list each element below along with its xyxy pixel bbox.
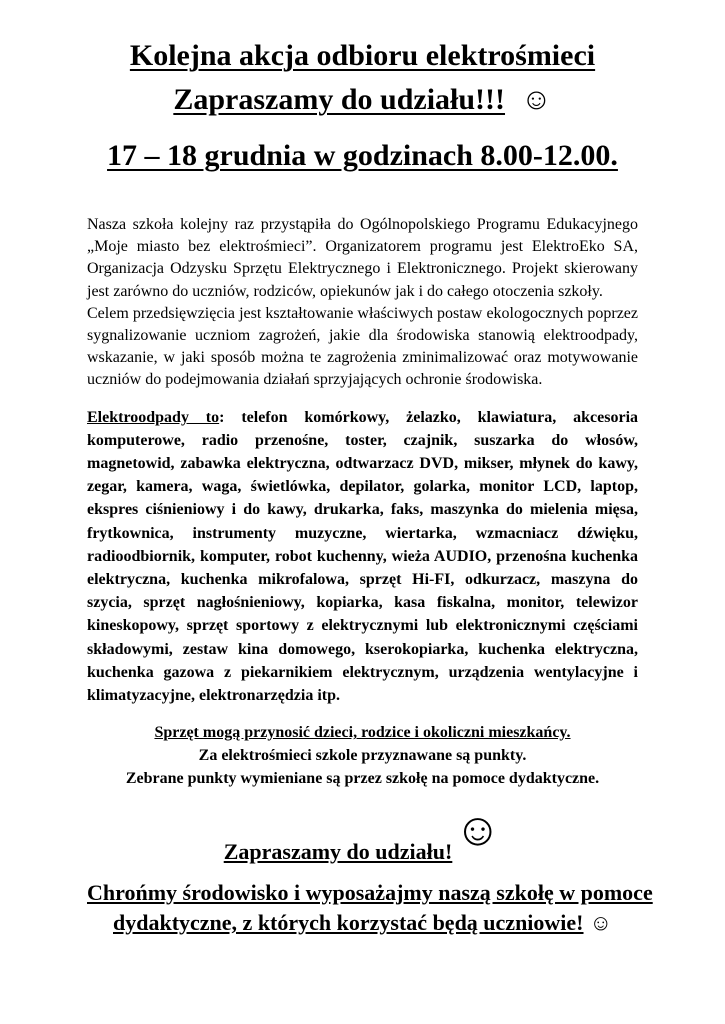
- small-smiley-icon: ☺: [589, 910, 612, 936]
- big-smiley-icon: ☺: [454, 804, 502, 856]
- intro-section: [87, 214, 638, 392]
- title-text-2: Zapraszamy do udziału!!!: [173, 83, 506, 116]
- closing-invite: [87, 804, 638, 876]
- closing-line-3: [87, 908, 638, 938]
- closing-line-2: Chrońmy środowisko i wyposażajmy naszą szkołę w pomoce: [87, 880, 653, 906]
- notes-section: [87, 721, 638, 790]
- waste-list-lead: Elektroodpady to: [87, 408, 220, 426]
- closing-line-3-text: dydaktyczne, z których korzystać będą uczniowie!: [113, 910, 584, 936]
- title-line-1: [87, 34, 638, 78]
- waste-list-items: : telefon komórkowy, żelazko, klawiatura, akcesoria komputerowe, radio przenośne, toster, czajnik, suszarka do włosów, magnetowid, zabawka elektryczna, odtwarzacz DVD, mikser, młynek do kawy, zegar, kamera, waga, świetlówka, depilator, golarka, monitor LCD, laptop, ekspres ciśnieniowy i do kawy, drukarka, faks, maszynka do mielenia mięsa, frytkownica, instrumenty muzyczne, wiertarka, wzmacniacz dźwięku, radioodbiornik, komputer, robot kuchenny, wieża AUDIO, przenośna kuchenka elektryczna, kuchenka mikrofalowa, sprzęt Hi-FI, odkurzacz, maszyna do szycia, sprzęt nagłośnieniowy, kopiarka, kasa fiskalna, monitor, telewizor kineskopowy, sprzęt sportowy z elektrycznymi lub elektronicznymi częściami składowymi, zestaw kina domowego, kserokopiarka, kuchenka elektryczna, kuchenka gazowa z piekarnikiem elektrycznym, urządzenia wentylacyjne i klimatyzacyjne, elektronarzędzia itp.: [87, 408, 639, 705]
- note-exchange: Zebrane punkty wymieniane są przez szkołę na pomoce dydaktyczne.: [125, 770, 600, 788]
- intro-paragraph-2: Celem przedsięwzięcia jest kształtowanie właściwych postaw ekologocznych poprzez sygnalizowanie uczniom zagrożeń, jakie dla środowiska stanowią elektroodpady, wskazanie, w jaki sposób można te zagrożenia zminimalizować oraz motywowanie uczniów do podejmowania działań sprzyjających ochronie środowiska.: [87, 304, 638, 389]
- event-date: [87, 134, 638, 178]
- event-date-text: 17 – 18 grudnia w godzinach 8.00-12.00.: [107, 139, 618, 172]
- smiley-icon: ☺: [521, 83, 552, 116]
- waste-list: [87, 406, 638, 708]
- note-who: Sprzęt mogą przynosić dzieci, rodzice i okoliczni mieszkańcy.: [154, 724, 571, 742]
- closing-section: [87, 804, 653, 938]
- intro-paragraph-1: Nasza szkoła kolejny raz przystąpiła do Ogólnopolskiego Programu Edukacyjnego „Moje miasto bez elektrośmieci”. Organizatorem programu jest ElektroEko SA, Organizacja Odzysku Sprzętu Elektrycznego i Elektronicznego. Projekt skierowany jest zarówno do uczniów, rodziców, opiekunów jak i do całego otoczenia szkoły.: [87, 216, 638, 300]
- title-line-2: [87, 78, 638, 122]
- closing-invite-text: Zapraszamy do udziału!: [223, 839, 453, 865]
- note-points: Za elektrośmieci szkole przyznawane są punkty.: [198, 747, 527, 765]
- title-text-1: Kolejna akcja odbioru elektrośmieci: [129, 39, 596, 72]
